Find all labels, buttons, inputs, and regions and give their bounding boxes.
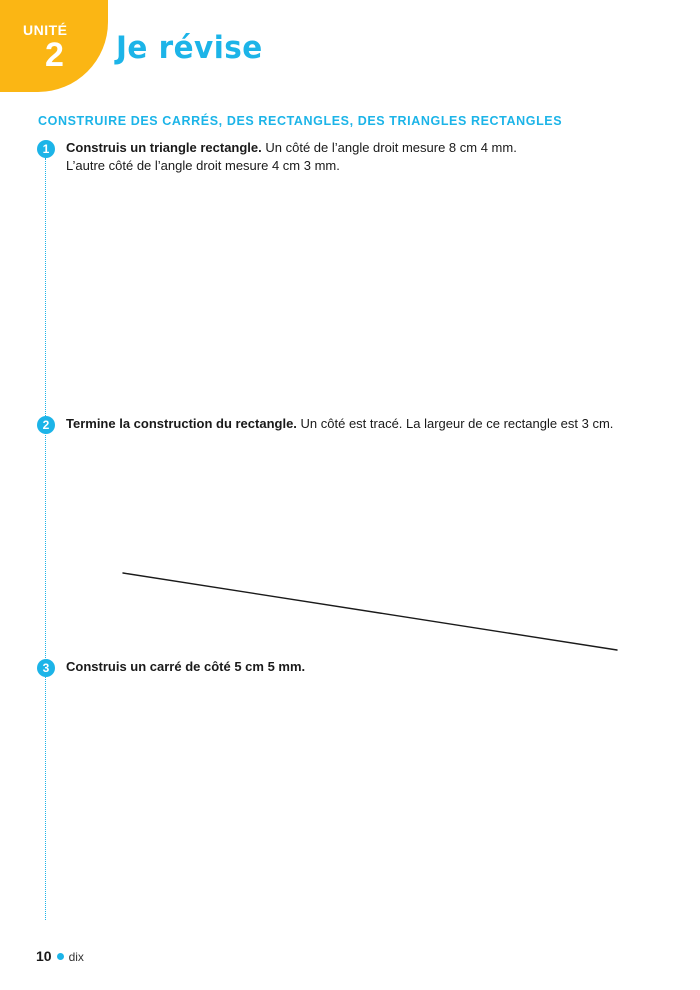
page-footer [36, 948, 84, 966]
exercise-3-bold-text: Construis un carré de côté 5 cm 5 mm. [66, 659, 306, 674]
exercise-1-bold-text: Construis un triangle rectangle. [66, 140, 262, 155]
exercise-1-badge: 1 [37, 140, 55, 158]
exercise-2-badge: 2 [37, 416, 55, 434]
footer-dot-icon [57, 953, 64, 960]
exercise-2-text: Un côté est tracé. La largeur de ce rectangle est 3 cm. [296, 416, 614, 431]
exercise-3-instruction [66, 658, 305, 676]
unit-tab [0, 0, 108, 92]
dotted-guide-line [45, 158, 46, 920]
page-number: 10 [36, 948, 52, 964]
exercise-2-bold-text: Termine la construction du rectangle. [66, 416, 297, 431]
exercise-1-instruction [66, 139, 517, 175]
exercise-3-badge: 3 [37, 659, 55, 677]
exercise-1-text-line2: L’autre côté de l’angle droit mesure 4 cm 3 mm. [66, 158, 340, 173]
section-heading: CONSTRUIRE DES CARRÉS, DES RECTANGLES, DES TRIANGLES RECTANGLES [38, 114, 563, 128]
page-title: Je révise [116, 30, 263, 66]
rectangle-side-segment [123, 573, 617, 650]
page-number-word: dix [68, 950, 84, 964]
unit-number: 2 [45, 36, 64, 74]
exercise-1-text: Un côté de l’angle droit mesure 8 cm 4 mm. [261, 140, 517, 155]
exercise-2-instruction [66, 415, 613, 433]
unit-label: UNITÉ [23, 22, 68, 38]
